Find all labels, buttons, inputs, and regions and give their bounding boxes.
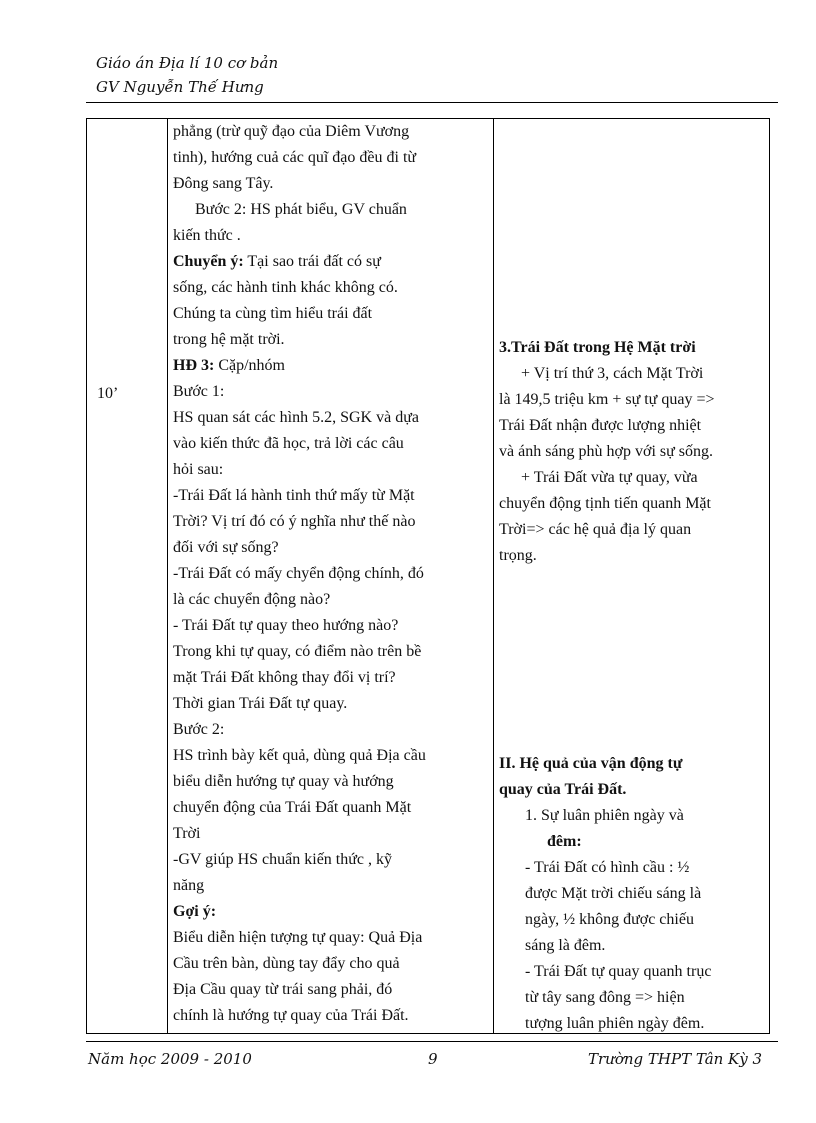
activity-line: hỏi sau: [173,461,224,478]
activity-line: Thời gian Trái Đất tự quay. [173,695,348,712]
header-divider [86,102,778,103]
activity-line: HS trình bày kết quả, dùng quả Địa cầu [173,747,426,764]
activity-text: Cặp/nhóm [214,357,285,374]
activity-line: Bước 2: [173,721,225,738]
activity-line: chuyển động của Trái Đất quanh Mặt [173,799,412,816]
content-line: chuyển động tịnh tiến quanh Mặt [499,495,711,512]
footer-school-name: Trường THPT Tân Kỳ 3 [588,1050,763,1068]
content-line: Trời=> các hệ quả địa lý quan [499,521,692,538]
activity-line: chính là hướng tự quay của Trái Đất. [173,1007,409,1024]
hint-label: Gợi ý: [173,903,217,920]
activity-line [173,249,489,275]
content-line: tượng luân phiên ngày đêm. [525,1015,705,1032]
content-line: ngày, ½ không được chiếu [525,911,694,928]
activity-line: Bước 1: [173,383,225,400]
activity-line: Trong khi tự quay, có điểm nào trên bề [173,643,422,660]
activity-line: -GV giúp HS chuẩn kiến thức , kỹ [173,851,393,868]
lesson-table [86,118,770,1034]
transition-label: Chuyển ý: [173,253,244,270]
activity-line: - Trái Đất tự quay theo hướng nào? [173,617,399,634]
footer-school-year: Năm học 2009 - 2010 [88,1050,252,1068]
content-line: trọng. [499,547,537,564]
content-line: từ tây sang đông => hiện [525,989,685,1006]
activity-line: kiến thức . [173,227,241,244]
activity-line: -Trái Đất lá hành tinh thứ mấy từ Mặt [173,487,415,504]
header-title: Giáo án Địa lí 10 cơ bản [96,54,279,72]
section-heading: 3.Trái Đất trong Hệ Mặt trời [499,339,696,356]
time-cell: 10’ [97,385,119,402]
section-heading: II. Hệ quả của vận động tự [499,755,683,772]
content-line: và ánh sáng phù hợp với sự sống. [499,443,714,460]
content-line: + Vị trí thứ 3, cách Mặt Trời [521,365,704,382]
activity-line: mặt Trái Đất không thay đổi vị trí? [173,669,396,686]
subsection-heading: đêm: [547,833,582,850]
content-line: - Trái Đất tự quay quanh trục [525,963,712,980]
content-line: - Trái Đất có hình cầu : ½ [525,859,690,876]
activity-line: Trời [173,825,201,842]
activity-text: Tại sao trái đất có sự [243,253,381,270]
section-heading: quay của Trái Đất. [499,781,627,798]
content-section-rotation [499,751,761,1037]
activity-line: đối với sự sống? [173,539,279,556]
activity-line: Trời? Vị trí đó có ý nghĩa như thế nào [173,513,416,530]
activity-line: biểu diễn hướng tự quay và hướng [173,773,394,790]
activity-label: HĐ 3: [173,357,215,374]
activity-line [173,353,489,379]
activities-column [173,119,489,1029]
content-line: là 149,5 triệu km + sự tự quay => [499,391,715,408]
content-line: được Mặt trời chiếu sáng là [525,885,702,902]
content-line: + Trái Đất vừa tự quay, vừa [521,469,698,486]
activity-line: Đông sang Tây. [173,175,274,192]
activity-line: -Trái Đất có mấy chyển động chính, đó [173,565,424,582]
activity-line: Biểu diễn hiện tượng tự quay: Quả Địa [173,929,423,946]
content-section-earth [499,335,761,569]
page-number: 9 [428,1050,438,1068]
activity-line: sống, các hành tinh khác không có. [173,279,398,296]
activity-line: Bước 2: HS phát biểu, GV chuẩn [195,201,407,218]
subsection-heading: 1. Sự luân phiên ngày và [525,807,684,824]
activity-line: Cầu trên bàn, dùng tay đẩy cho quả [173,955,400,972]
activity-line: là các chuyển động nào? [173,591,331,608]
content-line: Trái Đất nhận được lượng nhiệt [499,417,702,434]
activity-line: tinh), hướng cuả các quĩ đạo đều đi từ [173,149,417,166]
activity-line: HS quan sát các hình 5.2, SGK và dựa [173,409,419,426]
activity-line: Chúng ta cùng tìm hiểu trái đất [173,305,373,322]
activity-line: phẳng (trừ quỹ đạo của Diêm Vương [173,123,410,140]
activity-line: trong hệ mặt trời. [173,331,285,348]
content-line: sáng là đêm. [525,937,606,954]
footer-divider [86,1041,778,1042]
column-divider [167,119,168,1033]
activity-line: năng [173,877,205,894]
activity-line: vào kiến thức đã học, trả lời các câu [173,435,404,452]
activity-line: Địa Cầu quay từ trái sang phải, đó [173,981,393,998]
column-divider [493,119,494,1033]
header-teacher: GV Nguyễn Thế Hưng [96,78,264,96]
